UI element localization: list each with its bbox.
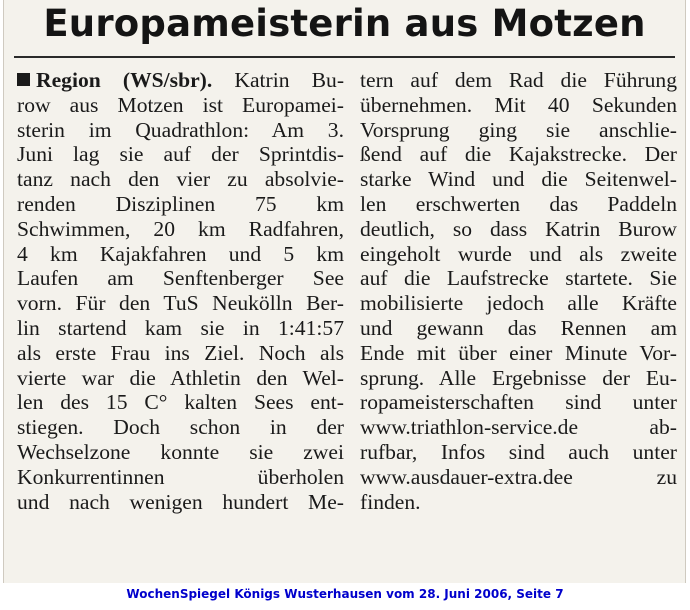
article-url-line: www.ausdauer-extra.dee zu — [360, 464, 677, 489]
article-line: tanz nach den vier zu absolvie- — [17, 167, 344, 192]
article-line: vorn. Für den TuS Neukölln Ber- — [17, 291, 344, 316]
article-line: Ende mit über einer Minute Vor- — [360, 340, 677, 365]
article-line: übernehmen. Mit 40 Sekunden — [360, 92, 677, 117]
source-citation: WochenSpiegel Königs Wusterhausen vom 28. Juni 2006, Seite 7 — [126, 587, 564, 601]
article-line: mobilisierte jedoch alle Kräfte — [360, 291, 677, 316]
article-line: ropameisterschaften sind unter — [360, 390, 677, 415]
article-line: deutlich, so dass Katrin Burow — [360, 216, 677, 241]
article-column-right — [360, 68, 677, 514]
article-line: rufbar, Infos sind auch unter — [360, 439, 677, 464]
article-line: Laufen am Senftenberger See — [17, 266, 344, 291]
article-line: stiegen. Doch schon in der — [17, 415, 344, 440]
article-line: sterin im Quadrathlon: Am 3. — [17, 117, 344, 142]
article-line: renden Disziplinen 75 km — [17, 191, 344, 216]
article-line: Schwimmen, 20 km Radfahren, — [17, 216, 344, 241]
article-line: als erste Frau ins Ziel. Noch als — [17, 340, 344, 365]
article-line: und gewann das Rennen am — [360, 315, 677, 340]
article-url-line: www.triathlon-service.de ab- — [360, 415, 677, 440]
article-line: starke Wind und die Seitenwel- — [360, 167, 677, 192]
lead-text: Katrin Bu- — [212, 68, 344, 92]
article-line: sprung. Alle Ergebnisse der Eu- — [360, 365, 677, 390]
lead-square-icon — [17, 73, 30, 86]
article-line: lin startend kam sie in 1:41:57 — [17, 315, 344, 340]
article-line: 4 km Kajakfahren und 5 km — [17, 241, 344, 266]
article-line: vierte war die Athletin den Wel- — [17, 365, 344, 390]
lead-dateline: Region (WS/sbr). — [36, 68, 213, 92]
article-line: auf die Laufstrecke startete. Sie — [360, 266, 677, 291]
headline: Europameisterin aus Motzen — [43, 2, 646, 45]
article-line: Vorsprung ging sie anschlie- — [360, 117, 677, 142]
article-line: Konkurrentinnen überholen — [17, 464, 344, 489]
article-line: tern auf dem Rad die Führung — [360, 68, 677, 92]
article-line: len erschwerten das Paddeln — [360, 191, 677, 216]
article-line: row aus Motzen ist Europamei- — [17, 92, 344, 117]
article-line: ßend auf die Kajakstrecke. Der — [360, 142, 677, 167]
article-line: len des 15 C° kalten Sees ent- — [17, 390, 344, 415]
headline-rule — [14, 56, 675, 58]
article-line — [17, 68, 344, 93]
article-column-left — [17, 68, 344, 514]
article-line: eingeholt wurde und als zweite — [360, 241, 677, 266]
article-line: Juni lag sie auf der Sprintdis- — [17, 142, 344, 167]
article-line: finden. — [360, 489, 421, 514]
article-line: Wechselzone konnte sie zwei — [17, 439, 344, 464]
newspaper-clipping — [3, 0, 686, 583]
article-line: und nach wenigen hundert Me- — [17, 489, 344, 514]
